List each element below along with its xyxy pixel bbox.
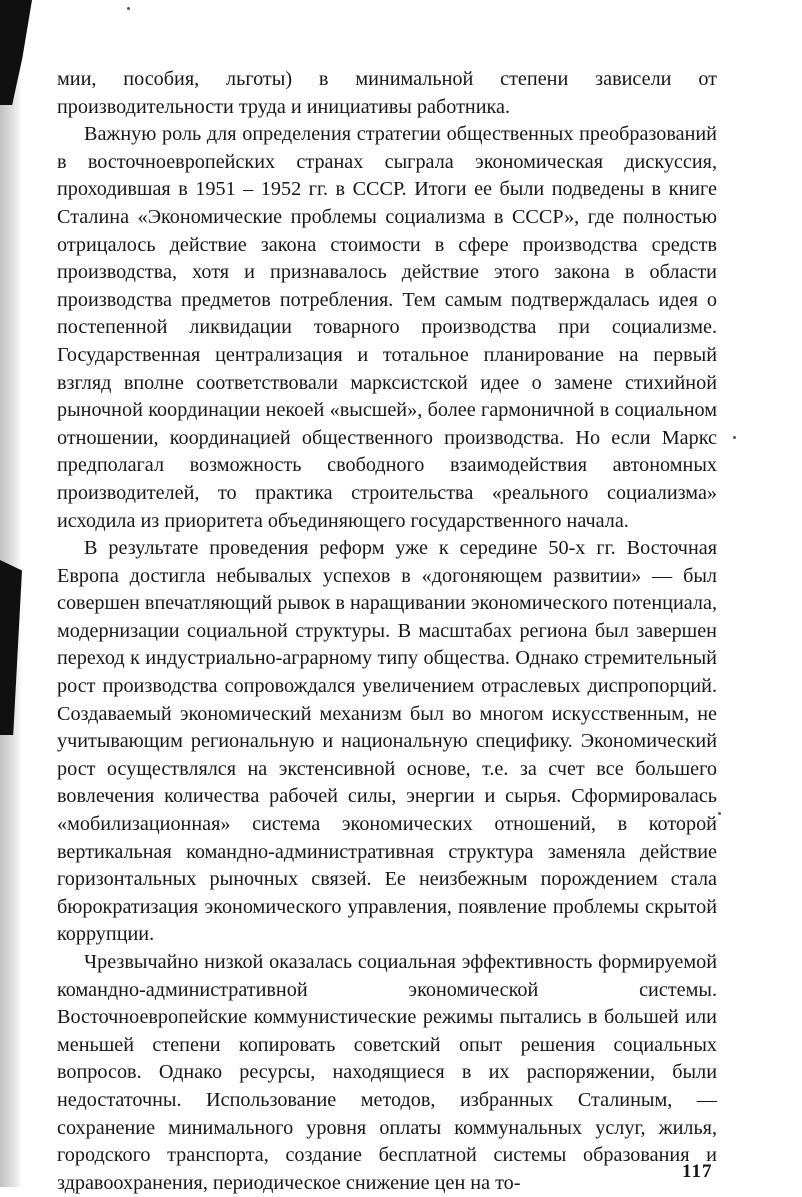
- page-number: 117: [682, 1161, 713, 1182]
- scan-speck: [733, 436, 736, 439]
- scan-speck: [718, 812, 721, 815]
- page-body-text: [57, 66, 717, 1197]
- paragraph-reform-results: В результате проведения реформ уже к середине 50-х гг. Восточная Европа достигла небывалых успехов в «догоняющем развитии» — был совершен впечатляющий рывок в наращивании экономического потенциала, модернизации социальной структуры. В масштабах региона был завершен переход к индустриально-аграрному типу общества. Однако стремительный рост производства сопровождался увеличением отраслевых диспропорций. Создаваемый экономический механизм был во многом искусственным, не учитывающим региональную и национальную специфику. Экономический рост осуществлялся на экстенсивной основе, т.е. за счет все большего вовлечения количества рабочей силы, энергии и сырья. Сформировалась «мобилизационная» система экономических отношений, в которой вертикальная командно-административная структура заменяла действие горизонтальных рыночных связей. Ее неизбежным порождением стала бюрократизация экономического управления, появление проблемы скрытой коррупции.: [57, 537, 717, 946]
- scan-speck: [127, 7, 130, 10]
- paragraph-economic-discussion: Важную роль для определения стратегии общественных преобразований в восточноевропейских странах сыграла экономическая дискуссия, проходившая в 1951 – 1952 гг. в СССР. Итоги ее были подведены в книге Сталина «Экономические проблемы социализма в СССР», где полностью отрицалось действие закона стоимости в сфере производства средств производства, хотя и признавалось действие этого закона в области производства предметов потребления. Тем самым подтверждалась идея о постепенной ликвидации товарного производства при социализме. Государственная централизация и тотальное планирование на первый взгляд вполне соответствовали марксистской идее о замене стихийной рыночной координации некоей «высшей», более гармоничной в социальном отношении, координацией общественного производства. Но если Маркс предполагал возможность свободного взаимодействия автономных производителей, то практика строительства «реального социализма» исходила из приоритета объединяющего государственного начала.: [57, 123, 717, 532]
- paragraph-social-efficiency: Чрезвычайно низкой оказалась социальная эффективность формируемой командно-административной экономической системы. Восточноевропейские коммунистические режимы пытались в большей или меньшей степени копировать советский опыт решения социальных вопросов. Однако ресурсы, находящиеся в их распоряжении, были недостаточны. Использование методов, избранных Сталиным, — сохранение минимального уровня оплаты коммунальных услуг, жилья, городского транспорта, создание бесплатной системы образования и здравоохранения, периодическое снижение цен на то-: [57, 951, 717, 1194]
- paragraph-continuation: мии, пособия, льготы) в минимальной степени зависели от производительности труда и инициативы работника.: [57, 68, 717, 118]
